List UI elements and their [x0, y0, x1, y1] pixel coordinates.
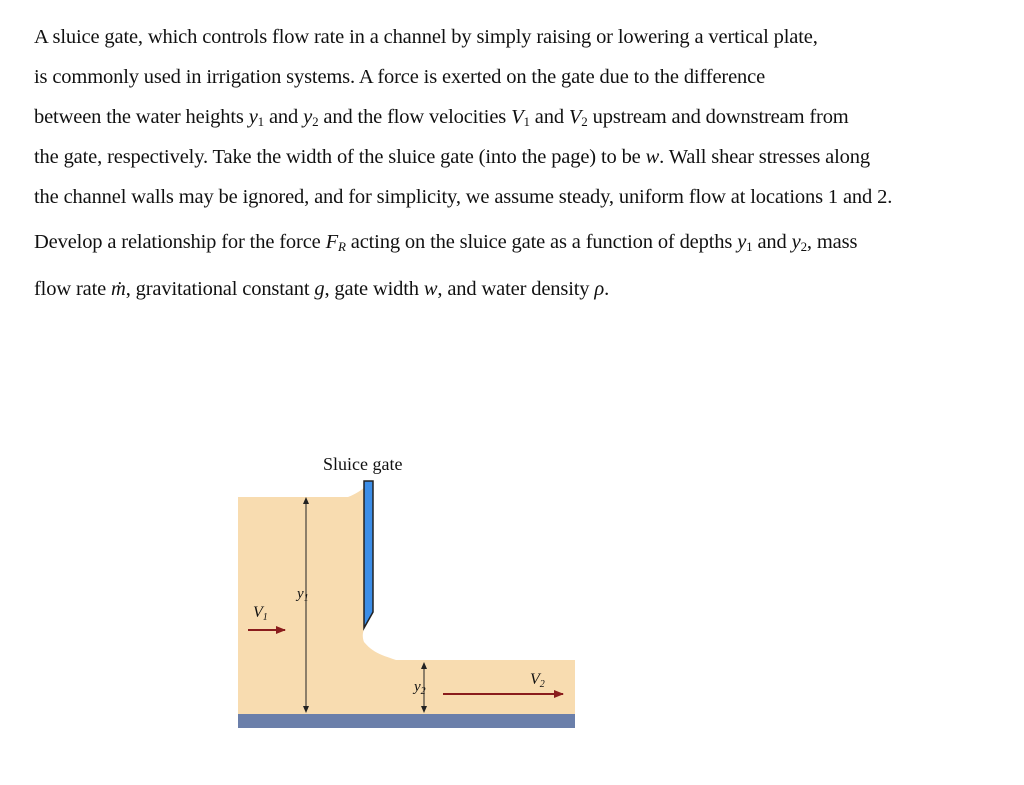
water-region: [238, 484, 575, 714]
problem-line-2: is commonly used in irrigation systems. A force is exerted on the gate due to the difference: [34, 66, 766, 88]
y1-label: $y_1$: [297, 586, 309, 604]
problem-line-3: between the water heights $y_1$ and $y_2$ and the flow velocities $V_1$ and $V_2$ upstream and downstream from: [34, 106, 849, 129]
problem-line-4: the gate, respectively. Take the width of the sluice gate (into the page) to be w. Wall shear stresses along: [34, 146, 870, 168]
v1-label: V1: [253, 604, 268, 623]
problem-line-6: Develop a relationship for the force $F_R$ acting on the sluice gate as a function of depths $y_1$ and $y_2$, mass: [34, 231, 858, 254]
sluice-gate-plate: [364, 481, 373, 628]
problem-line-1: A sluice gate, which controls flow rate in a channel by simply raising or lowering a vertical plate,: [34, 26, 818, 48]
y2-label: $y_2$: [414, 679, 426, 697]
v2-label: V2: [530, 671, 545, 690]
sluice-gate-title: Sluice gate: [323, 454, 403, 474]
problem-line-7: flow rate ṁ, gravitational constant g, gate width w, and water density ρ.: [34, 278, 610, 300]
problem-line-5: the channel walls may be ignored, and for simplicity, we assume steady, uniform flow at locations 1 and 2.: [34, 186, 893, 208]
channel-bed: [238, 714, 575, 728]
